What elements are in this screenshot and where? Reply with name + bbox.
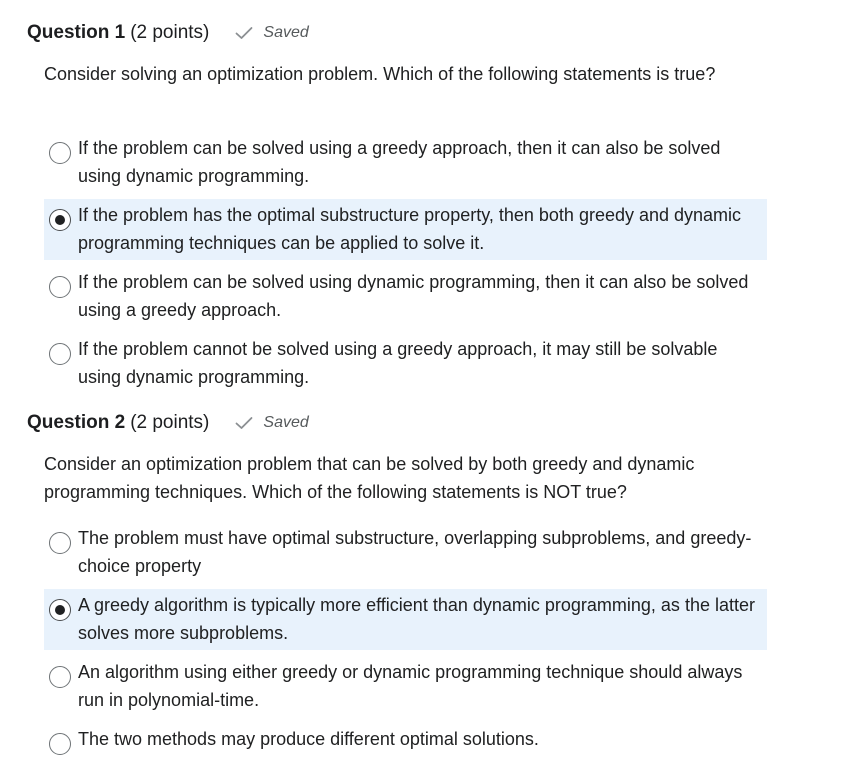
radio-button-icon[interactable] [49, 733, 71, 755]
option-label: An algorithm using either greedy or dynamic programming technique should always run in polynomial-time. [78, 662, 743, 710]
question-header [27, 18, 309, 48]
radio-button-icon[interactable] [49, 343, 71, 365]
saved-label: Saved [263, 414, 309, 431]
saved-label: Saved [263, 24, 309, 41]
saved-status [235, 24, 308, 42]
option-label: The problem must have optimal substructure, overlapping subproblems, and greedy-choice property [78, 528, 752, 576]
question-text: Consider solving an optimization problem. Which of the following statements is true? [44, 64, 716, 84]
option-label: A greedy algorithm is typically more efficient than dynamic programming, as the latter solves more subproblems. [78, 595, 755, 643]
answer-option-1[interactable] [44, 522, 767, 583]
option-label: If the problem can be solved using dynamic programming, then it can also be solved using a greedy approach. [78, 272, 749, 320]
option-label: If the problem can be solved using a greedy approach, then it can also be solved using dynamic programming. [78, 138, 721, 186]
question-title: Question 1 [27, 22, 126, 43]
answer-option-4[interactable] [44, 723, 767, 756]
question-text: Consider an optimization problem that can be solved by both greedy and dynamic programming techniques. Which of the following statements is NOT true? [44, 454, 695, 502]
answer-options [44, 132, 767, 394]
radio-button-icon[interactable] [49, 666, 71, 688]
radio-button-icon[interactable] [49, 599, 71, 621]
answer-option-4[interactable] [44, 333, 767, 394]
saved-status [235, 414, 308, 432]
answer-option-2[interactable] [44, 589, 767, 650]
radio-button-icon[interactable] [49, 209, 71, 231]
answer-option-3[interactable] [44, 266, 767, 327]
option-label: If the problem has the optimal substructure property, then both greedy and dynamic programming techniques can be applied to solve it. [78, 205, 742, 253]
option-label: If the problem cannot be solved using a greedy approach, it may still be solvable using dynamic programming. [78, 339, 718, 387]
question-title: Question 2 [27, 412, 126, 433]
question-points: (2 points) [130, 412, 210, 433]
radio-button-icon[interactable] [49, 532, 71, 554]
answer-option-1[interactable] [44, 132, 767, 193]
answer-option-3[interactable] [44, 656, 767, 717]
answer-option-2[interactable] [44, 199, 767, 260]
question-points: (2 points) [130, 22, 210, 43]
checkmark-icon [235, 416, 253, 430]
option-label: The two methods may produce different optimal solutions. [78, 729, 539, 749]
radio-button-icon[interactable] [49, 276, 71, 298]
radio-button-icon[interactable] [49, 142, 71, 164]
answer-options [44, 522, 767, 756]
checkmark-icon [235, 26, 253, 40]
question-header [27, 408, 309, 438]
